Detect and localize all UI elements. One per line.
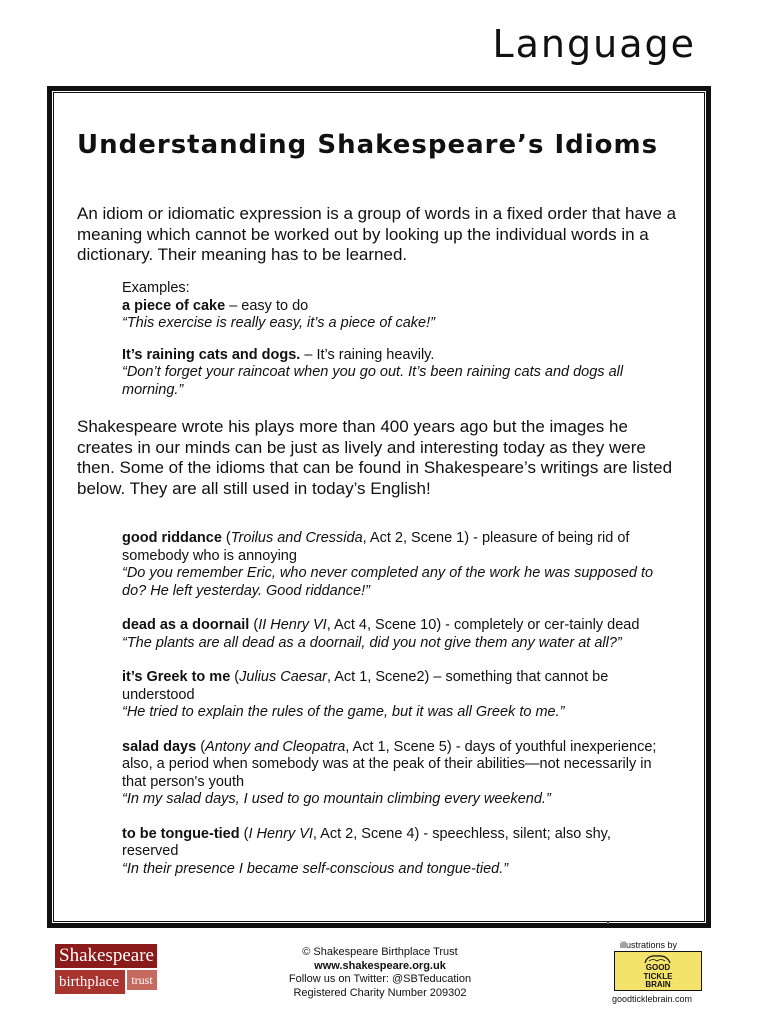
shakespeare-birthplace-trust-logo: Shakespeare birthplace trust <box>55 944 157 996</box>
idiom-quote: “In my salad days, I used to go mountain climbing every weekend.” <box>122 791 551 807</box>
idiom-item <box>122 739 662 809</box>
shakespeare-paragraph: Shakespeare wrote his plays more than 400 years ago but the images he creates in our minds can be just as lively and interesting today as they were then. Some of the idioms that can be found in Shakespeare’s writings are listed below. They are all still used in today’s English! <box>77 417 673 498</box>
illustrations-label: illustrations by <box>620 940 678 950</box>
idiom-definition: to be tongue-tied (I Henry VI, Act 2, Scene 4) - speechless, silent; also shy, reserved <box>122 825 611 859</box>
website-link[interactable]: www.shakespeare.org.uk <box>314 959 446 972</box>
example-quote: “This exercise is really easy, it’s a piece of cake!” <box>122 315 435 331</box>
idiom-play: I Henry VI <box>248 825 313 842</box>
stray-dot <box>607 922 609 924</box>
example-item <box>122 298 662 333</box>
good-tickle-brain-logo: GOOD TICKLE BRAIN <box>614 951 702 991</box>
idiom-definition: good riddance (Troilus and Cressida, Act 2, Scene 1) - pleasure of being rid of somebody who is annoying <box>122 530 630 564</box>
idiom-reference: , Act 1, Scene2) – something that cannot be understood <box>122 669 609 703</box>
idiom-item <box>122 826 662 879</box>
example-definition <box>122 347 662 365</box>
idiom-reference: , Act 4, Scene 10) - completely or cer-tainly dead <box>326 617 640 633</box>
idiom-quote: “He tried to explain the rules of the game, but it was all Greek to me.” <box>122 704 565 720</box>
idiom-term: it’s Greek to me <box>122 669 231 685</box>
idiom-item <box>122 530 662 600</box>
idiom-reference: , Act 2, Scene 1) - pleasure of being rid of somebody who is annoying <box>122 530 630 564</box>
example-quote: “Don’t forget your raincoat when you go out. It’s been raining cats and dogs all morning.” <box>122 364 624 398</box>
idiom-definition: dead as a doornail (II Henry VI, Act 4, Scene 10) - completely or cer-tainly dead <box>122 617 640 633</box>
example-meaning: – It’s raining heavily. <box>300 346 435 363</box>
gtb-website-link[interactable]: goodticklebrain.com <box>612 994 693 1004</box>
idiom-term: to be tongue-tied <box>122 825 240 842</box>
idiom-item <box>122 617 662 652</box>
idiom-reference: , Act 1, Scene 5) - days of youthful inexperience; also, a period when somebody was at the peak of their abilities—not necessarily in that person's youth <box>122 738 657 790</box>
idiom-quote: “Do you remember Eric, who never completed any of the work he was supposed to do? He left yesterday. Good riddance!” <box>122 565 654 599</box>
idiom-reference: , Act 2, Scene 4) - speechless, silent; also shy, reserved <box>122 825 611 859</box>
idiom-item <box>122 669 662 722</box>
idiom-play: Antony and Cleopatra <box>205 738 346 755</box>
idiom-quote: “In their presence I became self-conscious and tongue-tied.” <box>122 860 509 877</box>
example-definition <box>122 298 662 316</box>
page-category-title: Language <box>492 22 696 66</box>
example-meaning: – easy to do <box>225 297 309 314</box>
example-item <box>122 347 662 400</box>
charity-number: Registered Charity Number 209302 <box>293 986 467 999</box>
examples-label: Examples: <box>122 280 190 296</box>
idiom-term: dead as a doornail <box>122 617 250 633</box>
idiom-play: Julius Caesar <box>239 669 327 685</box>
example-term: a piece of cake <box>122 297 226 314</box>
idiom-term: salad days <box>122 738 197 755</box>
examples-block <box>122 280 662 399</box>
intro-paragraph: An idiom or idiomatic expression is a group of words in a fixed order that have a meaning which cannot be worked out by looking up the individual words in a dictionary. Their meaning has to be learned. <box>77 204 677 264</box>
idiom-play: Troilus and Cressida <box>230 530 363 546</box>
idiom-list <box>122 530 662 895</box>
twitter-text: Follow us on Twitter: @SBTeducation <box>288 973 472 985</box>
idiom-term: good riddance <box>122 530 222 546</box>
example-term: It’s raining cats and dogs. <box>122 346 301 363</box>
copyright-text: © Shakespeare Birthplace Trust <box>302 946 458 958</box>
footer-credits <box>200 946 560 1000</box>
idiom-play: II Henry VI <box>258 617 327 633</box>
idiom-quote: “The plants are all dead as a doornail, did you not give them any water at all?” <box>122 634 622 651</box>
idiom-definition: it’s Greek to me (Julius Caesar, Act 1, Scene2) – something that cannot be understood <box>122 669 609 703</box>
idiom-definition: salad days (Antony and Cleopatra, Act 1, Scene 5) - days of youthful inexperience; also, a period when somebody was at the peak of their abilities—not necessarily in that person's youth <box>122 738 657 790</box>
page-title: Understanding Shakespeare’s Idioms <box>77 130 659 160</box>
